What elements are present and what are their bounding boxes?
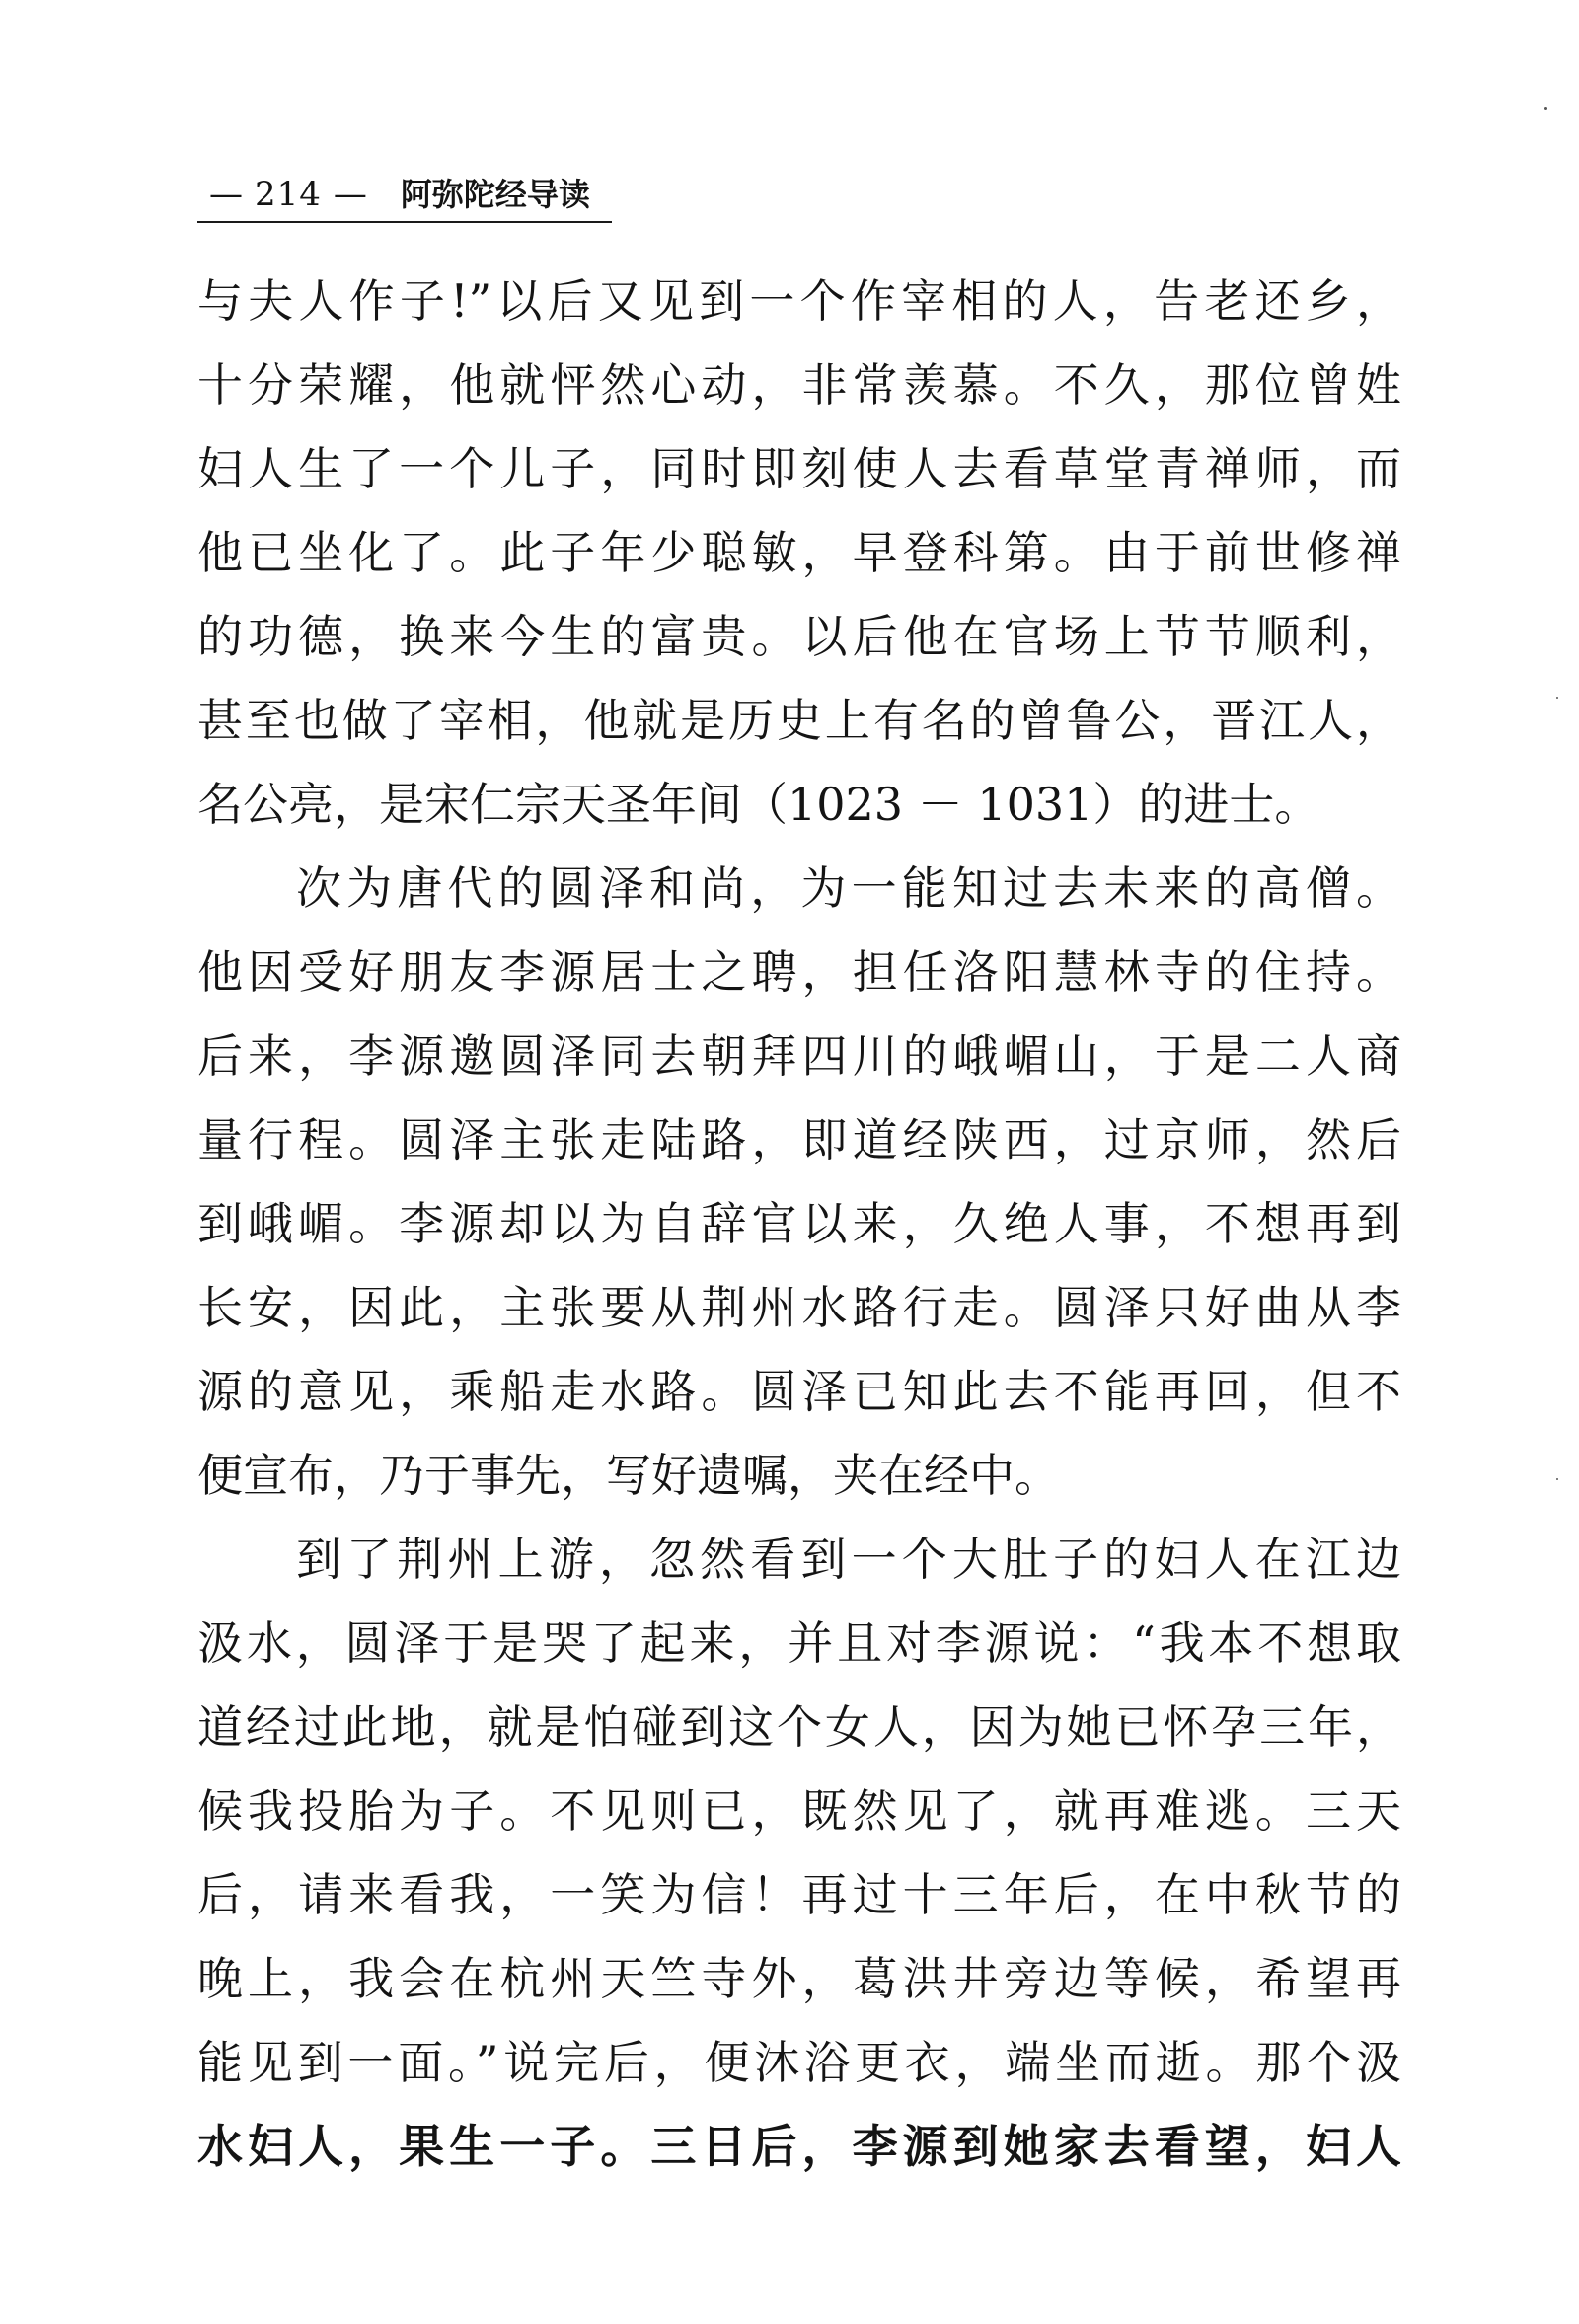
running-header <box>197 168 612 223</box>
text-line-11: 量行程。圆泽主张走陆路，即道经陕西，过京师，然后 <box>197 1113 1401 1166</box>
text-line-13: 长安，因此，主张要从荆州水路行走。圆泽只好曲从李 <box>197 1281 1401 1334</box>
text-line-23: 水妇人，果生一子。三日后，李源到她家去看望，妇人 <box>197 2120 1401 2173</box>
text-line-2: 十分荣耀，他就怦然心动，非常羡慕。不久，那位曾姓 <box>197 358 1401 412</box>
text-line-9: 他因受好朋友李源居士之聘，担任洛阳慧林寺的住持。 <box>197 945 1401 999</box>
scan-speck <box>1556 1478 1558 1480</box>
text-line-20: 后，请来看我，一笑为信！再过十三年后，在中秋节的 <box>197 1868 1401 1921</box>
text-line-21: 晚上，我会在杭州天竺寺外，葛洪井旁边等候，希望再 <box>197 1952 1401 2005</box>
text-line-10: 后来，李源邀圆泽同去朝拜四川的峨嵋山，于是二人商 <box>197 1029 1401 1083</box>
text-line-14: 源的意见，乘船走水路。圆泽已知此去不能再回，但不 <box>197 1365 1401 1418</box>
text-line-6: 甚至也做了宰相，他就是历史上有名的曾鲁公，晋江人， <box>197 694 1401 747</box>
text-line-15: 便宣布，乃于事先，写好遗嘱，夹在经中。 <box>197 1449 1060 1502</box>
text-line-19: 候我投胎为子。不见则已，既然见了，就再难逃。三天 <box>197 1784 1401 1837</box>
header-dash-left: — <box>209 175 243 214</box>
text-line-7: 名公亮，是宋仁宗天圣年间（1023 － 1031）的进士。 <box>197 778 1320 831</box>
scan-speck <box>1556 697 1558 699</box>
text-line-3: 妇人生了一个儿子，同时即刻使人去看草堂青禅师，而 <box>197 442 1401 495</box>
header-dash-right: — <box>333 175 367 214</box>
page-number: 214 <box>255 175 322 214</box>
text-line-4: 他已坐化了。此子年少聪敏，早登科第。由于前世修禅 <box>197 526 1401 579</box>
text-line-1: 与夫人作子!”以后又见到一个作宰相的人，告老还乡， <box>197 274 1401 328</box>
text-line-22: 能见到一面。”说完后，便沐浴更衣，端坐而逝。那个汲 <box>197 2036 1401 2089</box>
text-line-8: 次为唐代的圆泽和尚，为一能知过去未来的高僧。 <box>296 862 1401 915</box>
text-line-5: 的功德，换来今生的富贵。以后他在官场上节节顺利， <box>197 610 1401 663</box>
book-title: 阿弥陀经导读 <box>400 176 590 213</box>
text-line-18: 道经过此地，就是怕碰到这个女人，因为她已怀孕三年， <box>197 1700 1401 1754</box>
body-text <box>197 260 1401 2189</box>
scan-speck <box>1544 107 1547 110</box>
text-line-12: 到峨嵋。李源却以为自辞官以来，久绝人事，不想再到 <box>197 1197 1401 1250</box>
text-line-17: 汲水，圆泽于是哭了起来，并且对李源说：“我本不想取 <box>197 1616 1401 1670</box>
text-line-16: 到了荆州上游，忽然看到一个大肚子的妇人在江边 <box>296 1533 1401 1586</box>
